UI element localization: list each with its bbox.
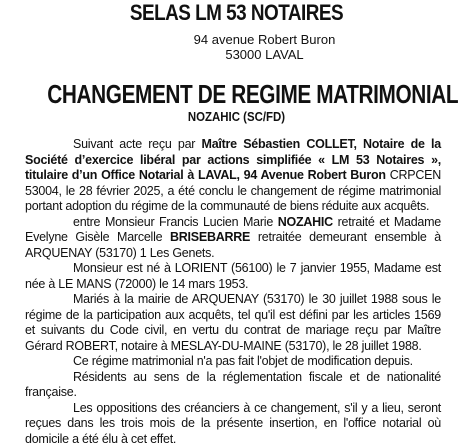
paragraph-spouses-text-2: retraité et Madame Evelyne Gisèle Marcelle	[25, 215, 441, 245]
paragraph-births: Monsieur est né à LORIENT (56100) le 7 janvier 1955, Madame est née à LE MANS (72000) le 14 mars 1953.	[25, 261, 441, 292]
paragraph-act	[25, 137, 441, 215]
paragraph-act-notary: Maître Sébastien COLLET, Notaire de la Société d’exercice libéral par actions simplifiée « LM 53 Notaires », titulaire d’un Office Notarial à LAVAL, 94 Avenue Robert Buron	[25, 137, 441, 182]
paragraph-residence: Résidents au sens de la réglementation fiscale et de nationalité française.	[25, 370, 441, 401]
paragraph-spouses-text-1: entre Monsieur Francis Lucien Marie	[73, 215, 278, 229]
wife-surname: BRISEBARRE	[170, 230, 250, 244]
paragraph-spouses-text-3: retraitée demeurant ensemble à ARQUENAY (53170) 1 Les Genets.	[25, 230, 441, 260]
paragraph-act-text-2: CRPCEN 53004, le 28 février 2025, a été conclu le changement de régime matrimonial portant adoption du régime de la communauté de biens réduite aux acquêts.	[25, 168, 441, 213]
notice-title: CHANGEMENT DE REGIME MATRIMONIAL	[47, 80, 425, 108]
paragraph-spouses	[25, 215, 441, 262]
paragraph-oppositions: Les oppositions des créanciers à ce changement, s'il y a lieu, seront reçues dans les trois mois de la présente insertion, en l'office notarial où domicile a été élu à cet effet.	[25, 401, 441, 447]
paragraph-marriage: Mariés à la mairie de ARQUENAY (53170) le 30 juillet 1988 sous le régime de la participation aux acquêts, tel qu'il est défini par les articles 1569 et suivants du Code civil, en vertu du contrat de mariage reçu par Maître Gérard ROBERT, notaire à MESLAY-DU-MAINE (53170), le 28 juillet 1988.	[25, 292, 441, 354]
office-address-street: 94 avenue Robert Buron	[28, 32, 473, 47]
paragraph-act-text-1: Suivant acte reçu par	[73, 137, 202, 151]
paragraph-no-modification: Ce régime matrimonial n'a pas fait l'objet de modification depuis.	[25, 354, 441, 370]
notice-parties: NOZAHIC (SC/FD)	[28, 109, 444, 124]
husband-surname: NOZAHIC	[278, 215, 333, 229]
office-address-city: 53000 LAVAL	[28, 47, 473, 62]
office-name: SELAS LM 53 NOTAIRES	[33, 1, 440, 25]
notice-body	[25, 137, 441, 447]
